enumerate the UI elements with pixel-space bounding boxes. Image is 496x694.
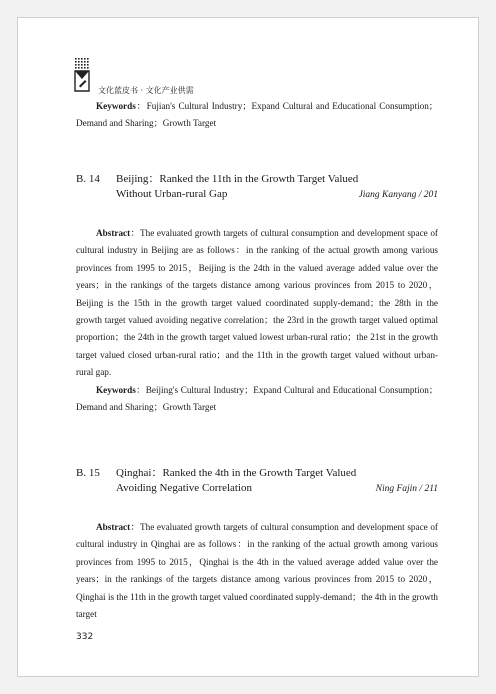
section-title-continued: Avoiding Negative Correlation	[116, 482, 253, 494]
keywords-paragraph-fujian	[76, 98, 438, 133]
abstract-paragraph	[76, 519, 438, 623]
keywords-label: Keywords	[96, 384, 136, 395]
section-heading-b15	[76, 464, 438, 500]
abstract-text: ：The evaluated growth targets of cultural consumption and development space of cultural industry in Qinghai are as follows：in the ranking of the actual growth among various provinces from 1995 to 2015，Qinghai is the 4th in the valued average added value over the years；in the rankings of the targets distance among various provinces from 2015 to 2020，Qinghai is the 11th in the growth target valued coordinated supply-demand；the 4th in the growth target	[76, 522, 438, 620]
section-title: Qinghai：Ranked the 4th in the Growth Target Valued	[116, 467, 357, 479]
abstract-label: Abstract	[96, 228, 131, 238]
section-title: Beijing：Ranked the 11th in the Growth Target Valued	[116, 173, 359, 185]
section-number: B. 15	[76, 467, 100, 479]
keywords-paragraph-beijing	[76, 382, 438, 417]
section-number: B. 14	[76, 173, 100, 185]
section-heading-b14	[76, 170, 438, 206]
keywords-text: ：Fujian's Cultural Industry；Expand Cultural and Educational Consumption；Demand and Sharing；Growth Target	[76, 101, 438, 129]
author-page-ref: Jiang Kanyang / 201	[358, 190, 438, 200]
keywords-label: Keywords	[96, 101, 136, 111]
abstract-paragraph	[76, 225, 438, 382]
abstract-label: Abstract	[96, 522, 131, 532]
series-header: 文化蓝皮书 · 文化产业供需	[98, 86, 194, 95]
abstract-text: ：The evaluated growth targets of cultural consumption and development space of cultural industry in Beijing are as follows：in the ranking of the actual growth among various provinces from 1995 to 2015，Beijing is the 24th in the valued average added value over the years；in the rankings of the targets distance among various provinces from 2015 to 2020，Beijing is the 15th in the growth target valued coordinated supply-demand；the 28th in the growth target valued avoiding negative correlation；the 23rd in the growth target valued optimal proportion；the 24th in the growth target valued lowest urban-rural ratio；the 21st in the growth target valued closed urban-rural ratio；and the 11th in the growth target valued without urban-rural gap.	[76, 228, 438, 378]
abstract-block-b14	[76, 225, 438, 416]
author-page-ref: Ning Fajin / 211	[375, 484, 438, 494]
page-number: 332	[76, 632, 94, 642]
document-page	[17, 17, 479, 677]
book-pen-icon	[74, 58, 90, 92]
keywords-text: ：Beijing's Cultural Industry；Expand Cultural and Educational Consumption；Demand and Sharing；Growth Target	[76, 384, 438, 413]
section-title-continued: Without Urban-rural Gap	[116, 188, 228, 200]
abstract-block-b15	[76, 519, 438, 623]
